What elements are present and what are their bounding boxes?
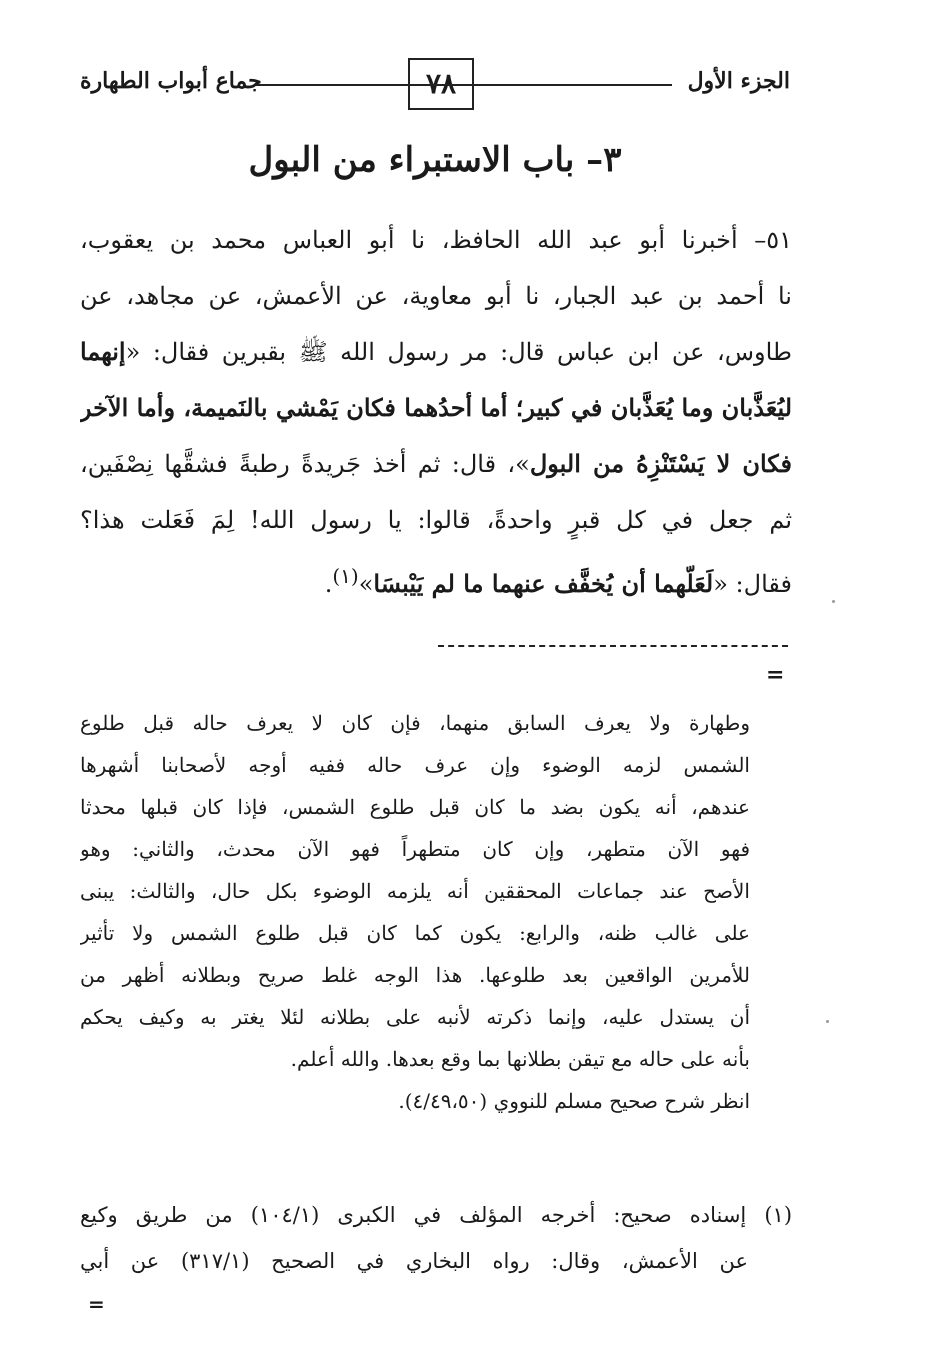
footnote-separator — [438, 645, 788, 647]
chapter-label: جماع أبواب الطهارة — [80, 68, 262, 94]
main-line-text: . — [324, 570, 333, 598]
main-line-text: فقال: « — [713, 570, 792, 598]
footnote-line: أن يستدل عليه، وإنما ذكرته لأنبه على بطلانه لئلا يغتر به وكيف يحكم — [80, 1005, 750, 1029]
footnote-line: بأنه على حاله مع تيقن بطلانها بما وقع بعدها. والله أعلم. — [290, 1047, 750, 1071]
footnote-line: فهو الآن متطهر، وإن كان متطهراً فهو الآن محدث، والثاني: وهو — [80, 837, 750, 861]
continuation-marker: = — [88, 1292, 105, 1316]
footnotes — [80, 1192, 792, 1284]
footnote-continuation — [80, 702, 792, 1122]
prophetic-speech: لَعَلّهما أن يُخفَّف عنهما ما لم يَيْبسَا — [373, 569, 714, 598]
footnote-1-continued: عن الأعمش، وقال: رواه البخاري في الصحيح (٣١٧/١) عن أبي — [80, 1249, 748, 1273]
footnote-line: عندهم، أنه يكون بضد ما كان قبل طلوع الشمس، فإذا كان قبلها محدثا — [80, 795, 750, 819]
scan-speck — [826, 1020, 829, 1023]
main-line — [80, 548, 792, 604]
page-header — [80, 58, 790, 118]
header-rule-right — [460, 84, 672, 86]
footnote-line: انظر شرح صحيح مسلم للنووي (٤/٤٩،٥٠). — [398, 1089, 750, 1113]
volume-label: الجزء الأول — [687, 68, 790, 94]
prophetic-speech: ليُعَذَّبان وما يُعَذَّبان في كبير؛ أما أحدُهما فكان يَمْشي بالنَميمة، وأما الآخر — [80, 393, 792, 422]
main-line — [80, 380, 792, 436]
footnote-1: (١) إسناده صحيح: أخرجه المؤلف في الكبرى (١٠٤/١) من طريق وكيع — [80, 1203, 792, 1227]
main-line: ٥١– أخبرنا أبو عبد الله الحافظ، نا أبو العباس محمد بن يعقوب، — [80, 226, 792, 254]
prophetic-speech: إنهما — [80, 337, 126, 366]
main-line: ثم جعل في كل قبرٍ واحدةً، قالوا: يا رسول الله! لِمَ فَعَلت هذا؟ — [80, 506, 792, 534]
prophetic-speech: فكان لا يَسْتَنْزِهُ من البول — [529, 449, 792, 478]
footnote-line: للأمرين الواقعين بعد طلوعها. هذا الوجه غلط صريح وبطلانه أظهر من — [80, 963, 750, 987]
header-rule-left — [256, 84, 488, 86]
footnote-line: الشمس لزمه الوضوء وإن عرف حاله ففيه أوجه لأصحابنا أشهرها — [80, 753, 750, 777]
scan-speck — [832, 600, 835, 603]
main-line-text: »، قال: ثم أخذ جَريدةً رطبةً فشقَّها نِصْفَين، — [80, 450, 530, 478]
main-line-text: طاوس، عن ابن عباس قال: مر رسول الله ﷺ بقبرين فقال: « — [125, 338, 792, 366]
footnote-line: الأصح عند جماعات المحققين أنه يلزمه الوضوء بكل حال، والثالث: يبنى — [80, 879, 750, 903]
main-line-text: » — [358, 570, 374, 598]
footnote-line: على غالب ظنه، والرابع: يكون كما كان قبل طلوع الشمس ولا تأثير — [80, 921, 750, 945]
main-line — [80, 324, 792, 380]
footnote-line: وطهارة ولا يعرف السابق منهما، فإن كان لا يعرف حاله قبل طلوع — [80, 711, 750, 735]
main-line: نا أحمد بن عبد الجبار، نا أبو معاوية، عن الأعمش، عن مجاهد، عن — [80, 282, 792, 310]
main-line — [80, 436, 792, 492]
page-number: ٧٨ — [425, 67, 457, 100]
footnote-ref: (١) — [332, 564, 359, 588]
hadith-text — [80, 212, 792, 604]
section-title: ٣– باب الاستبراء من البول — [248, 140, 622, 180]
continuation-marker: = — [766, 662, 785, 688]
